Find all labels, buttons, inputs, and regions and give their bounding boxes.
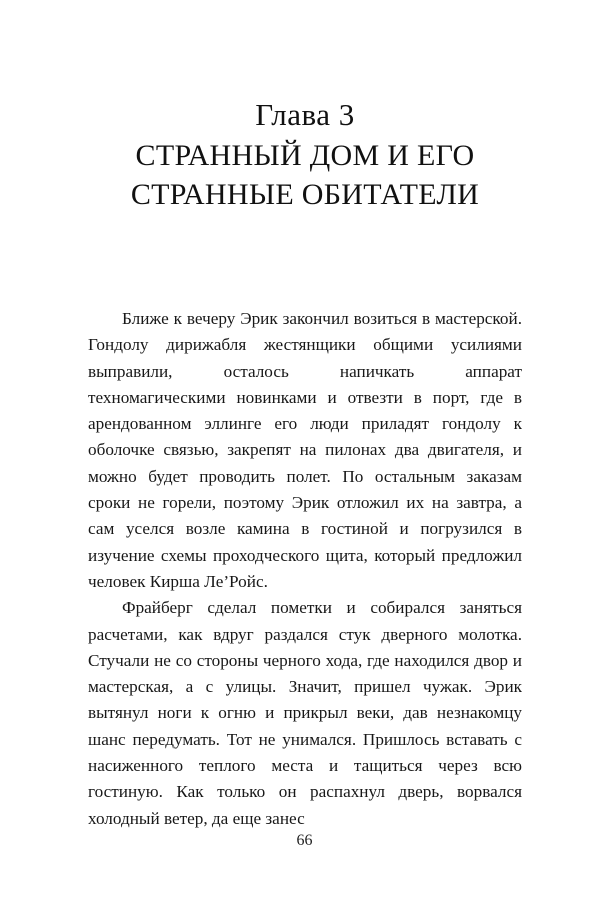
chapter-title bbox=[88, 137, 522, 214]
chapter-title-line-2: СТРАННЫЕ ОБИТАТЕЛИ bbox=[130, 177, 480, 211]
paragraph: Ближе к вечеру Эрик закончил возиться в мастерской. Гондолу дирижабля жестянщики общими усилиями выправили, осталось напичкать аппарат техномагическими новинками и отвезти в порт, где в арендованном эллинге его люди приладят гондолу к оболочке связью, закрепят на пилонах два двигателя, и можно будет проводить полет. По остальным заказам сроки не горели, поэтому Эрик отложил их на завтра, а сам уселся возле камина в гостиной и погрузился в изучение схемы проходческого щита, который предложил человек Кирша Ле’Ройс. bbox=[88, 308, 522, 591]
chapter-number: Глава 3 bbox=[255, 97, 355, 132]
body-text bbox=[88, 306, 522, 832]
chapter-heading bbox=[88, 96, 522, 214]
page-number: 66 bbox=[296, 832, 313, 849]
paragraph: Фрайберг сделал пометки и собирался заняться расчетами, как вдруг раздался стук дверного молотка. Стучали не со стороны черного хода, где находился двор и мастерская, а с улицы. Значит, пришел чужак. Эрик вытянул ноги к огню и прикрыл веки, дав незнакомцу шанс передумать. Тот не унимался. Пришлось вставать с насиженного теплого места и тащиться через всю гостиную. Как только он распахнул дверь, ворвался холодный ветер, да еще занес bbox=[88, 598, 522, 828]
page-content bbox=[88, 0, 522, 832]
chapter-title-line-1: СТРАННЫЙ ДОМ И ЕГО bbox=[135, 139, 475, 173]
